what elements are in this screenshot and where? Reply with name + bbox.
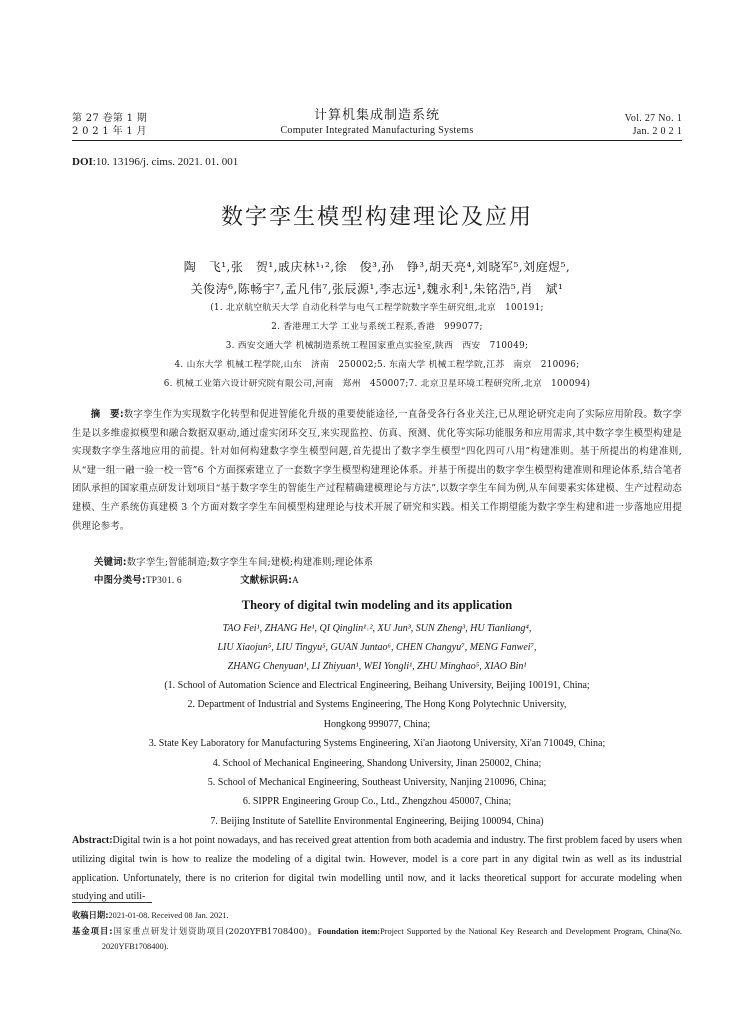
doi-value: :10. 13196/j. cims. 2021. 01. 001	[92, 156, 239, 168]
footnotes	[72, 908, 682, 955]
received-date	[72, 908, 682, 924]
fund-text: 国家重点研发计划资助项目(2020YFB1708400)。	[112, 925, 318, 936]
doi	[72, 156, 238, 168]
authors-cn-line: 关俊涛⁶,陈畅宇⁷,孟凡伟⁷,张辰源¹,李志远¹,魏永利¹,朱铭浩⁵,肖 斌¹	[190, 282, 564, 296]
doc-code-value: A	[292, 576, 299, 586]
clc-value: TP301. 6	[145, 576, 182, 586]
abstract-cn-label: 摘 要:	[90, 409, 124, 420]
authors-cn	[72, 256, 682, 300]
affiliation-en-line: 7. Beijing Institute of Satellite Environmental Engineering, Beijing 100094, China)	[210, 815, 544, 827]
affiliation-line: 6. 机械工业第六设计研究院有限公司,河南 郑州 450007;7. 北京卫星环境工程研究所,北京 100094)	[163, 379, 591, 389]
received-text: 2021-01-08. Received 08 Jan. 2021.	[108, 911, 229, 920]
affiliation-en-line: 6. SIPPR Engineering Group Co., Ltd., Zhengzhou 450007, China;	[242, 796, 512, 808]
fund-label: 基金项目:	[72, 925, 113, 936]
fund-item	[72, 924, 682, 955]
volume-label-en: Vol. 27 No. 1	[624, 113, 682, 124]
affiliations-cn	[72, 299, 682, 394]
authors-en-line: TAO Fei¹, ZHANG He¹, QI Qinglin¹˒², XU Jun³, SUN Zheng³, HU Tianliang⁴,	[222, 623, 532, 634]
affiliation-en-line: Hongkong 999077, China;	[323, 718, 431, 730]
abstract-en	[72, 832, 682, 907]
affiliation-en-line: 5. School of Mechanical Engineering, Southeast University, Nanjing 210096, China;	[207, 777, 547, 789]
doc-code-label: 文献标识码:	[240, 575, 293, 586]
classification	[94, 572, 682, 591]
affiliation-line: 3. 西安交通大学 机械制造系统工程国家重点实验室,陕西 西安 710049;	[225, 341, 529, 351]
abstract-cn	[72, 406, 682, 536]
abstract-en-text: Digital twin is a hot point nowadays, and has received great attention from both academia and industry. The first problem faced by users when utilizing digital twin is how to realize the modeling of a digital twin. However, model is a core part in any digital twin as well as its industrial application. Unfortunately, there is no criterion for digital twin modelling until now, and it lacks theoretical support for accurate modeling when studying and utili-	[72, 835, 682, 903]
affiliation-en-line: 4. School of Mechanical Engineering, Shandong University, Jinan 250002, China;	[212, 757, 542, 769]
keywords-label: 关键词:	[94, 557, 127, 568]
doi-label: DOI	[72, 156, 93, 168]
paper-title-en: Theory of digital twin modeling and its application	[241, 598, 513, 612]
clc-label: 中图分类号:	[94, 575, 146, 586]
affiliation-en-line: 3. State Key Laboratory for Manufacturing Systems Engineering, Xi'an Jiaotong University, Xi'an 710049, China;	[148, 738, 606, 750]
affiliation-line: 2. 香港理工大学 工业与系统工程系,香港 999077;	[271, 322, 483, 332]
authors-en-line: LIU Xiaojun⁵, LIU Tingyu⁵, GUAN Juntao⁶, CHEN Changyu⁷, MENG Fanwei⁷,	[217, 642, 537, 653]
keywords-cn	[94, 554, 682, 573]
fund-en-text: Project Supported by the National Key Research and Development Program, China(No. 2020YFB1708400).	[101, 926, 682, 951]
affiliation-en-line: 2. Department of Industrial and Systems Engineering, The Hong Kong Polytechnic University,	[187, 699, 567, 711]
authors-en-line: ZHANG Chenyuan¹, LI Zhiyuan¹, WEI Yongli¹, ZHU Minghao⁵, XIAO Bin¹	[227, 661, 527, 672]
journal-name	[227, 108, 527, 137]
fund-en-label: Foundation item:	[317, 926, 381, 936]
affiliation-line: (1. 北京航空航天大学 自动化科学与电气工程学院数字孪生研究组,北京 100191;	[210, 303, 544, 313]
footnote-rule	[72, 902, 152, 903]
abstract-en-label: Abstract:	[72, 835, 113, 846]
affiliation-line: 4. 山东大学 机械工程学院,山东 济南 250002;5. 东南大学 机械工程学院,江苏 南京 210096;	[174, 360, 580, 370]
header-rule	[72, 140, 682, 141]
abstract-cn-text: 数字孪生作为实现数字化转型和促进智能化升级的重要使能途径,一直备受各行各业关注,已从理论研究走向了实际应用阶段。数字孪生是以多维虚拟模型和融合数据双驱动,通过虚实闭环交互,来实现监控、仿真、预测、优化等实际功能服务和应用需求,其中数字孪生模型构建是实现数字孪生落地应用的前提。针对如何构建数字孪生模型问题,首先提出了数字孪生模型“四化四可八用”构建准则。基于所提出的构建准则,从“建一组一融一验一校一管”6 个方面探索建立了一套数字孪生模型构建理论体系。并基于所提出的数字孪生模型构建准则和理论体系,结合笔者团队承担的国家重点研发计划项目“基于数字孪生的智能生产过程精确建模理论与方法”,以数字孪生车间为例,从车间要素实体建模、生产过程动态建模、生产系统仿真建模 3 个方面对数字孪生车间模型构建理论与技术开展了研究和实践。相关工作期望能为数字孪生构建和进一步落地应用提供理论参考。	[72, 409, 683, 532]
journal-issue-en	[625, 112, 682, 138]
affiliations-en	[72, 676, 682, 831]
journal-name-cn: 计算机集成制造系统	[313, 108, 440, 123]
received-label: 收稿日期:	[72, 910, 109, 920]
authors-cn-line: 陶 飞¹,张 贺¹,戚庆林¹˒²,徐 俊³,孙 铮³,胡天亮⁴,刘晓军⁵,刘庭煜⁵,	[183, 260, 571, 274]
paper-title-cn: 数字孪生模型构建理论及应用	[220, 205, 533, 230]
date-label: 2 0 2 1 年 1 月	[72, 126, 147, 137]
keywords-text: 数字孪生;智能制造;数字孪生车间;建模;构建准则;理论体系	[126, 557, 374, 568]
journal-issue-cn	[72, 112, 147, 138]
date-label-en: Jan. 2 0 2 1	[632, 126, 682, 137]
journal-name-en: Computer Integrated Manufacturing Systems	[280, 125, 474, 136]
affiliation-en-line: (1. School of Automation Science and Electrical Engineering, Beihang University, Beijing 100191, China;	[164, 680, 590, 691]
volume-label: 第 27 卷第 1 期	[72, 113, 148, 124]
authors-en	[72, 619, 682, 676]
